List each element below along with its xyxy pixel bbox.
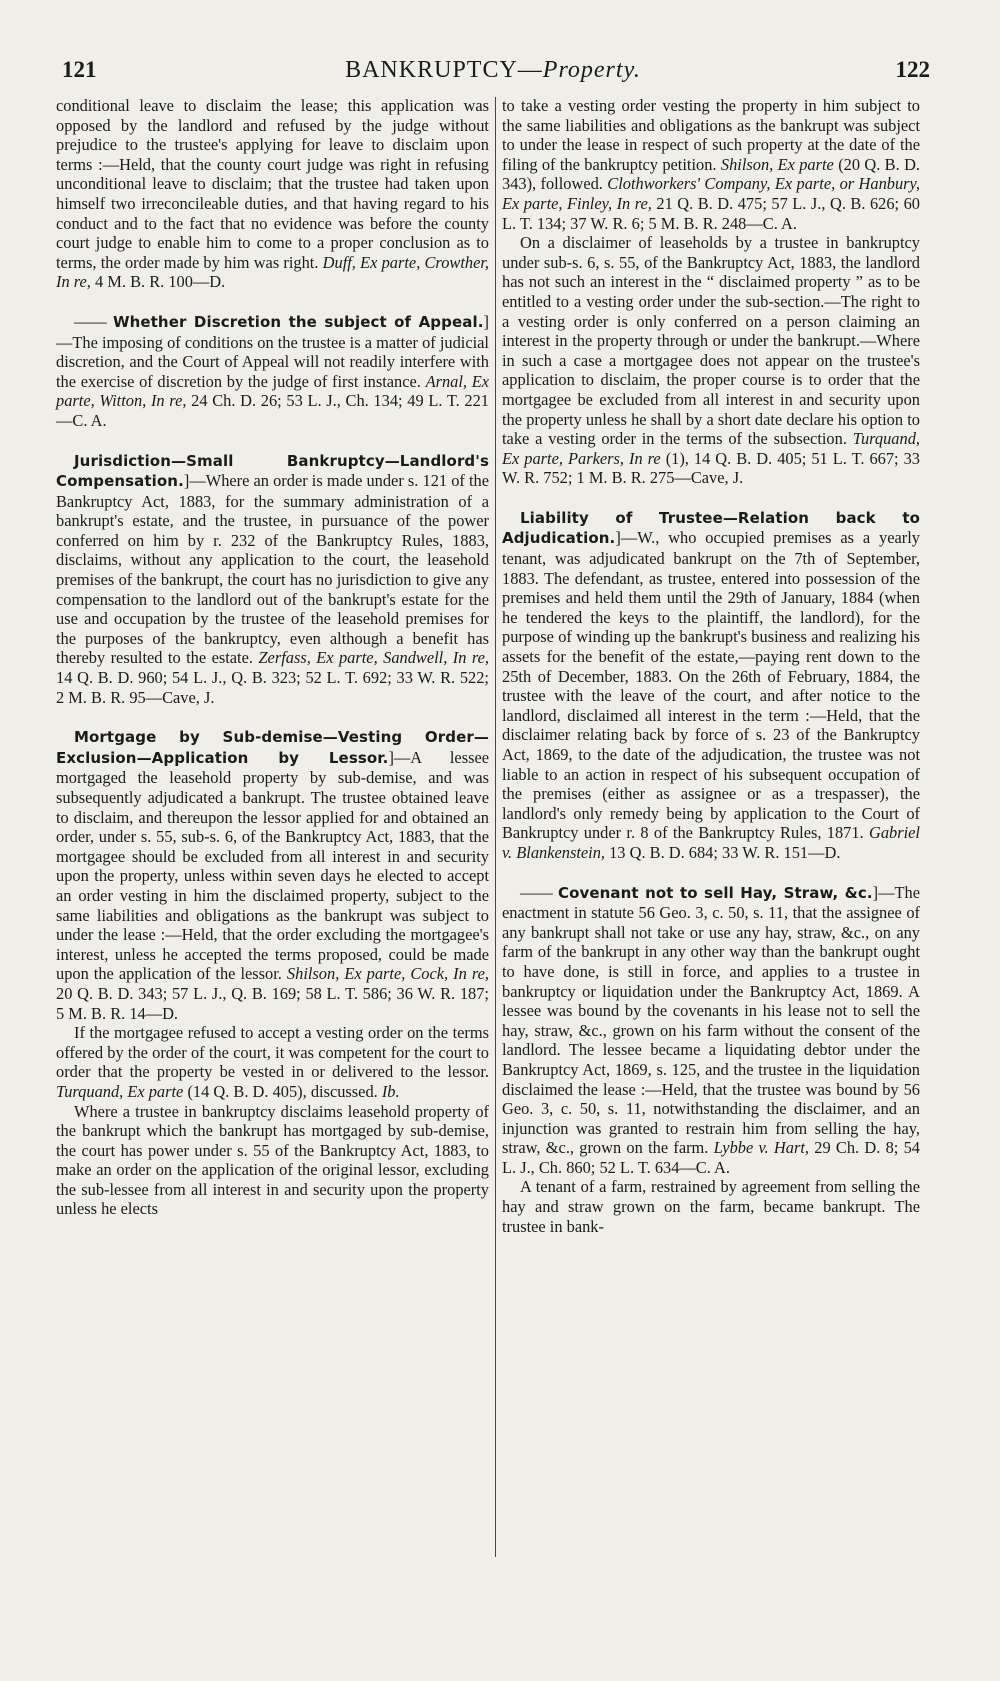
running-title-main: BANKRUPTCY— [345,57,543,83]
body-text: A tenant of a farm, restrained by agreement from selling the hay and straw grown on the farm, became bankrupt. The trustee in bank- [502,1177,920,1236]
running-header [56,50,930,90]
report-reference: 21 Q. B. D. 475; 57 L. J., Q. B. 626; 60 L. T. 134; 37 W. R. 6; 5 M. B. R. 248—C. A. [502,193,921,233]
paragraph [502,96,920,233]
ditto-dash: —— [74,311,107,331]
body-text: ]—The imposing of conditions on the trustee is a matter of judicial discretion, and the Court of Appeal will not readily interfere with the exercise of discretion by the judge of first instance. [56,311,489,391]
body-text: On a disclaimer of leaseholds by a trustee in bankruptcy under sub-s. 6, s. 55, of the Bankruptcy Act, 1883, the landlord has not such an interest in the “ disclaimed property ” as to be entitled to a vesting order under the sub-section.—The right to a vesting order is only conferred on a person claiming an interest in the property through or under the bankrupt.—Where in such a case a mortgagee does not appear on the trustee's application to disclaim, the proper course is to order that the mortgagee be excluded from all interest in and security upon the property unless he shall by a short date declare his option to take a vesting order in the terms of the subsection. [502,233,920,449]
report-reference: 13 Q. B. D. 684; 33 W. R. 151—D. [605,842,841,862]
running-title-sub: Property. [542,57,641,83]
entry-heading: Mortgage by Sub-demise—Vesting Order—Exclusion—Application by Lessor. [56,728,489,767]
case-citation: Clothworkers' Company, Ex parte, or Hanbury, Ex parte, Finley, In re, [502,174,920,213]
entry-heading: Jurisdiction—Small Bankruptcy—Landlord's Compensation. [56,451,489,491]
entry-heading: Liability of Trustee—Relation back to Adjudication. [502,508,920,548]
right-column [502,96,920,1236]
report-reference: (20 Q. B. D. 343), followed. [502,154,921,194]
paragraph [502,883,920,1178]
entry-heading: Covenant not to sell Hay, Straw, &c. [557,883,873,902]
paragraph [502,233,920,488]
column-divider [495,97,496,1557]
body-text: ]—The enactment in statute 56 Geo. 3, c. 50, s. 11, that the assignee of any bankrupt shall not take or use any hay, straw, &c., on any farm of the bankrupt in any other way than the bankrupt ought to have done, is still in force, and applies to a trustee in bankruptcy or liquidation under the Bankruptcy Act, 1869. A lessee was bound by the covenants in his lease not to sell the hay, straw, &c., grown on his farm without the consent of the landlord. The lessee became a liquidating debtor under the Bankruptcy Act, 1869, s. 125, and the trustee in the liquidation disclaimed the lease :—Held, that the trustee was bound by 56 Geo. 3, c. 50, s. 11, notwithstanding the disclaimer, and an injunction was granted to restrain him from selling the hay, straw, &c., grown on the farm. [502,882,920,1158]
body-text: If the mortgagee refused to accept a vesting order on the terms offered by the order of the court, it was competent for the court to order that the property be vested in or delivered to the lessor. [56,1023,489,1082]
report-reference: 14 Q. B. D. 960; 54 L. J., Q. B. 323; 52 L. T. 692; 33 W. R. 522; 2 M. B. R. 95—Cave, J. [56,668,489,707]
report-reference: (14 Q. B. D. 405), discussed. [183,1081,382,1101]
page-number-right: 122 [895,57,930,82]
ibid-reference: Ib. [381,1081,400,1101]
paragraph [56,1102,489,1220]
paragraph [56,1023,489,1101]
body-text: conditional leave to disclaim the lease; this application was opposed by the landlord and refused by the judge without prejudice to the trustee's applying for leave to disclaim upon terms :—Held, that the county court judge was right in refusing unconditional leave to disclaim; that the trustee had taken upon himself two irreconcileable duties, and that having regard to his conduct and to the fact that no evidence was before the county court judge to enable him to come to a proper conclusion as to terms, the order made by him was right. [56,96,489,272]
case-citation: Arnal, Ex parte, Witton, In re, [56,371,489,411]
body-text: ]—A lessee mortgaged the leasehold property by sub-demise, and was subsequently adjudicated a bankrupt. The trustee obtained leave to disclaim, and thereupon the lessor applied for and obtained an order, under s. 55, sub-s. 6, of the Bankruptcy Act, 1883, that the mortgagee should be excluded from all interest in and security upon the property, unless within seven days he elected to accept an order vesting in him the disclaimed property, subject to the same liabilities and obligations as the bankrupt was subject to under the lease :—Held, that the order excluding the mortgagee's interest, unless he accepted the terms proposed, could be made upon the application of the lessor. [56,747,490,984]
case-citation: Zerfass, Ex parte, Sandwell, In re, [258,648,489,668]
paragraph [56,727,489,1023]
case-citation: Gabriel v. Blankenstein, [502,823,920,862]
ditto-dash: —— [520,882,553,902]
paragraph [502,508,920,863]
entry-heading: Whether Discretion the subject of Appeal. [112,312,484,331]
body-text: ]—Where an order is made under s. 121 of the Bankruptcy Act, 1883, for the summary administration of a bankrupt's estate, and the trustee, in pursuance of the power conferred on him by r. 232 of the Bankruptcy Rules, 1883, disclaims, without any application to the court, the leasehold premises of the bankrupt, the court has no jurisdiction to give any compensation to the landlord out of the bankrupt's estate for the use and occupation by the trustee of the leasehold premises for the purposes of the bankruptcy, even although a benefit has thereby resulted to the estate. [56,471,489,668]
body-text: ]—W., who occupied premises as a yearly tenant, was adjudicated bankrupt on the 7th of September, 1883. The defendant, as trustee, entered into possession of the premises and held them until the 29th of January, 1884 (when he tendered the keys to the plaintiff, the landlord), for the purpose of winding up the bankrupt's business and realizing his assets for the benefit of the estate,—paying rent down to the 25th of December, 1883. On the 26th of February, 1884, the trustee with the leave of the court, and after notice to the landlord, disclaimed all interest in the term :—Held, that the disclaimer relating back by force of s. 23 of the Bankruptcy Act, 1869, to the date of the adjudication, the trustee was not liable to an action in respect of his subsequent occupation of the premises (either as assignee or as a trespasser), the landlord's only remedy being by application to the Court of Bankruptcy under r. 8 of the Bankruptcy Rules, 1871. [502,528,920,843]
paragraph [502,1177,920,1236]
left-column [56,96,489,1219]
case-citation: Turquand, Ex parte [56,1081,184,1101]
body-text: to take a vesting order vesting the property in him subject to the same liabilities and obligations as the bankrupt was subject to under the lease in respect of such property at the date of the filing of the bankruptcy petition. [502,96,920,174]
report-reference: 29 Ch. D. 8; 54 L. J., Ch. 860; 52 L. T. 634—C. A. [502,1138,920,1177]
report-reference: 20 Q. B. D. 343; 57 L. J., Q. B. 169; 58 L. T. 586; 36 W. R. 187; 5 M. B. R. 14—D. [56,983,489,1023]
body-text: Where a trustee in bankruptcy disclaims leasehold property of the bankrupt which the bankrupt has mortgaged by sub-demise, the court has power under s. 55 of the Bankruptcy Act, 1883, to make an order on the application of the original lessor, excluding the sub-lessee from all interest in and security upon the property unless he elects [56,1101,489,1219]
paragraph [56,96,489,292]
report-reference: 4 M. B. R. 100—D. [90,272,226,292]
case-citation: Shilson, Ex parte [720,154,834,174]
report-reference: 24 Ch. D. 26; 53 L. J., Ch. 134; 49 L. T. 221—C. A. [56,391,489,430]
case-citation: Lybbe v. Hart, [713,1138,809,1158]
report-reference: (1), 14 Q. B. D. 405; 51 L. T. 667; 33 W. R. 752; 1 M. B. R. 275—Cave, J. [502,448,920,488]
case-citation: Duff, Ex parte, Crowther, In re, [56,252,490,292]
case-citation: Shilson, Ex parte, Cock, In re, [286,964,489,984]
paragraph [56,312,489,431]
running-title [56,50,930,90]
page-number-left: 121 [62,57,97,82]
case-citation: Turquand, Ex parte, Parkers, In re [502,429,920,468]
paragraph [56,451,489,708]
